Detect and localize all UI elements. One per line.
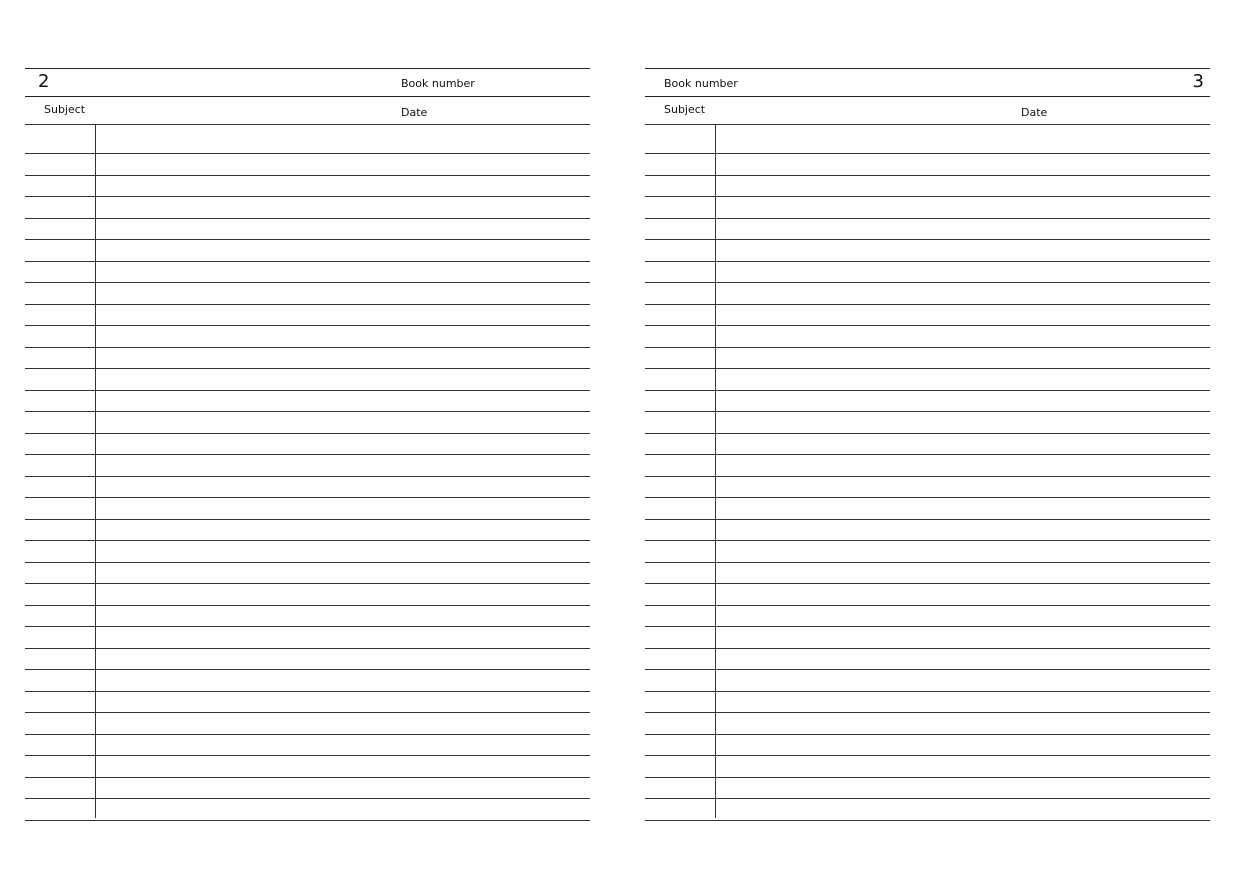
ruled-line <box>25 691 590 692</box>
ruled-line <box>645 196 1210 197</box>
left-page <box>25 0 590 875</box>
ruled-line <box>25 390 590 391</box>
ruled-line <box>25 175 590 176</box>
ruled-line <box>25 411 590 412</box>
ruled-line <box>645 648 1210 649</box>
ruled-line <box>645 368 1210 369</box>
ruled-line <box>25 196 590 197</box>
page-number: 2 <box>38 71 50 92</box>
ruled-line <box>645 261 1210 262</box>
ruled-line <box>25 304 590 305</box>
ruled-line <box>645 605 1210 606</box>
ruled-line <box>25 261 590 262</box>
ruled-line <box>25 239 590 240</box>
ruled-line <box>25 798 590 799</box>
ruled-line <box>645 153 1210 154</box>
ruled-line <box>25 368 590 369</box>
ruled-line <box>25 605 590 606</box>
ruled-line <box>25 540 590 541</box>
book-number-label: Book number <box>401 77 475 90</box>
ruled-line <box>645 433 1210 434</box>
ruled-lines <box>645 0 1210 875</box>
ruled-line <box>25 626 590 627</box>
ruled-line <box>645 562 1210 563</box>
ruled-line <box>25 648 590 649</box>
ruled-line <box>645 304 1210 305</box>
ruled-line <box>25 820 590 821</box>
ruled-line <box>645 454 1210 455</box>
ruled-line <box>25 153 590 154</box>
date-label: Date <box>1021 106 1048 119</box>
ruled-line <box>645 820 1210 821</box>
book-number-label: Book number <box>664 77 738 90</box>
ruled-line <box>645 175 1210 176</box>
ruled-line <box>645 218 1210 219</box>
date-label: Date <box>401 106 428 119</box>
ruled-line <box>645 124 1210 125</box>
ruled-line <box>25 734 590 735</box>
ruled-line <box>645 476 1210 477</box>
ruled-line <box>25 454 590 455</box>
ruled-line <box>25 519 590 520</box>
ruled-line <box>25 433 590 434</box>
page-number: 3 <box>1192 71 1204 92</box>
ruled-line <box>645 777 1210 778</box>
ruled-line <box>645 691 1210 692</box>
ruled-line <box>25 777 590 778</box>
ruled-line <box>25 218 590 219</box>
ruled-line <box>645 325 1210 326</box>
ruled-line <box>645 755 1210 756</box>
ruled-line <box>645 540 1210 541</box>
ruled-line <box>25 497 590 498</box>
ruled-lines <box>25 0 590 875</box>
ruled-line <box>645 798 1210 799</box>
right-page <box>645 0 1210 875</box>
ruled-line <box>25 712 590 713</box>
ruled-line <box>645 626 1210 627</box>
ruled-line <box>645 583 1210 584</box>
ruled-line <box>645 347 1210 348</box>
ruled-line <box>25 347 590 348</box>
subject-label: Subject <box>44 103 86 116</box>
ruled-line <box>25 476 590 477</box>
subject-label: Subject <box>664 103 706 116</box>
ruled-line <box>25 562 590 563</box>
ruled-line <box>25 325 590 326</box>
ruled-line <box>645 519 1210 520</box>
ruled-line <box>645 669 1210 670</box>
ruled-line <box>645 734 1210 735</box>
ruled-line <box>645 712 1210 713</box>
ruled-line <box>645 390 1210 391</box>
ruled-line <box>25 669 590 670</box>
ruled-line <box>25 124 590 125</box>
ruled-line <box>645 239 1210 240</box>
ruled-line <box>25 583 590 584</box>
ruled-line <box>25 755 590 756</box>
ruled-line <box>645 411 1210 412</box>
ruled-line <box>645 282 1210 283</box>
ruled-line <box>25 282 590 283</box>
ruled-line <box>645 497 1210 498</box>
